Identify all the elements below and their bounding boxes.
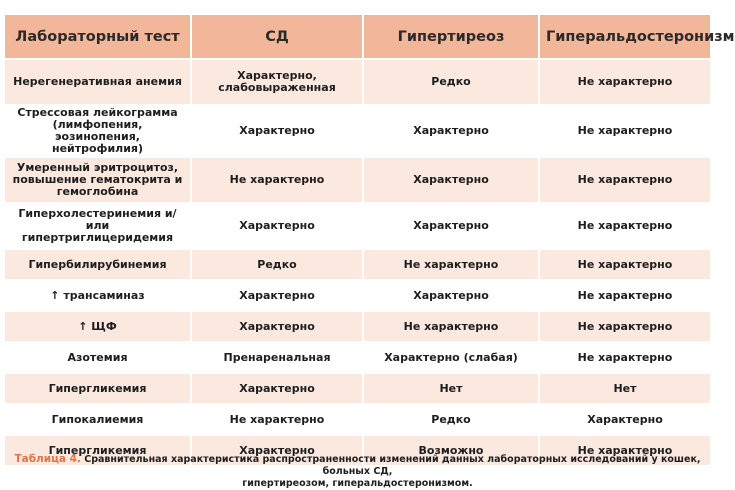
cell-sd: Характерно: [190, 281, 362, 310]
cell-sd: Характерно, слабовыраженная: [190, 60, 362, 104]
table-row: [5, 158, 710, 202]
cell-hyperaldosteronism: Не характерно: [538, 60, 710, 104]
lab-tests-table: [5, 13, 735, 467]
table-body: [5, 60, 710, 465]
caption-text-line1: Сравнительная характеристика распространенности изменений данных лабораторных исследований у кошек, больных СД,: [84, 454, 701, 477]
cell-hyperthyroidism: Нет: [362, 374, 538, 403]
cell-sd: Характерно: [190, 312, 362, 341]
cell-hyperthyroidism: Характерно: [362, 204, 538, 248]
header-hyperaldosteronism: Гиперальдостеронизм: [538, 15, 710, 58]
cell-hyperaldosteronism: Не характерно: [538, 106, 710, 156]
cell-sd: Характерно: [190, 106, 362, 156]
cell-sd: Не характерно: [190, 158, 362, 202]
table-row: [5, 106, 710, 156]
table-row: [5, 405, 710, 434]
cell-hyperaldosteronism: Нет: [538, 374, 710, 403]
cell-hyperaldosteronism: Не характерно: [538, 158, 710, 202]
cell-test: Нерегенеративная анемия: [5, 60, 190, 104]
cell-hyperthyroidism: Не характерно: [362, 312, 538, 341]
cell-hyperaldosteronism: Не характерно: [538, 250, 710, 279]
table-row: [5, 281, 710, 310]
cell-hyperthyroidism: Характерно: [362, 106, 538, 156]
table-row: [5, 343, 710, 372]
cell-hyperaldosteronism: Не характерно: [538, 281, 710, 310]
cell-sd: Характерно: [190, 204, 362, 248]
cell-test: ↑ трансаминаз: [5, 281, 190, 310]
header-hyperthyroidism: Гипертиреоз: [362, 15, 538, 58]
cell-test: Гипергликемия: [5, 374, 190, 403]
cell-hyperaldosteronism: Характерно: [538, 405, 710, 434]
cell-sd: Редко: [190, 250, 362, 279]
table-row: [5, 204, 710, 248]
header-sd: СД: [190, 15, 362, 58]
cell-sd: Характерно: [190, 436, 362, 465]
cell-hyperthyroidism: Характерно (слабая): [362, 343, 538, 372]
table-row: [5, 312, 710, 341]
cell-test: Азотемия: [5, 343, 190, 372]
cell-hyperthyroidism: Возможно: [362, 436, 538, 465]
cell-test: Гипербилирубинемия: [5, 250, 190, 279]
cell-test: Гипокалиемия: [5, 405, 190, 434]
cell-sd: Не характерно: [190, 405, 362, 434]
header-lab-test: Лабораторный тест: [5, 15, 190, 58]
caption-label: Таблица 4.: [14, 453, 81, 465]
table-row: [5, 250, 710, 279]
cell-hyperthyroidism: Характерно: [362, 281, 538, 310]
cell-test: Гиперхолестеринемия и/или гипертриглицеридемия: [5, 204, 190, 248]
cell-hyperaldosteronism: Не характерно: [538, 204, 710, 248]
cell-test: Гипергликемия: [5, 436, 190, 465]
table-caption: [0, 453, 715, 490]
cell-sd: Характерно: [190, 374, 362, 403]
cell-hyperaldosteronism: Не характерно: [538, 436, 710, 465]
cell-hyperthyroidism: Редко: [362, 60, 538, 104]
table-row: [5, 60, 710, 104]
table-header-row: [5, 15, 710, 58]
cell-hyperaldosteronism: Не характерно: [538, 312, 710, 341]
cell-hyperthyroidism: Не характерно: [362, 250, 538, 279]
cell-hyperaldosteronism: Не характерно: [538, 343, 710, 372]
cell-test: Умеренный эритроцитоз, повышение гематокрита и гемоглобина: [5, 158, 190, 202]
cell-hyperthyroidism: Редко: [362, 405, 538, 434]
table-container: [5, 13, 735, 467]
cell-test: ↑ ЩФ: [5, 312, 190, 341]
table-row: [5, 374, 710, 403]
cell-sd: Пренаренальная: [190, 343, 362, 372]
cell-hyperthyroidism: Характерно: [362, 158, 538, 202]
caption-text-line2: гипертиреозом, гиперальдостеронизмом.: [242, 478, 473, 489]
cell-test: Стрессовая лейкограмма (лимфопения, эозинопения, нейтрофилия): [5, 106, 190, 156]
